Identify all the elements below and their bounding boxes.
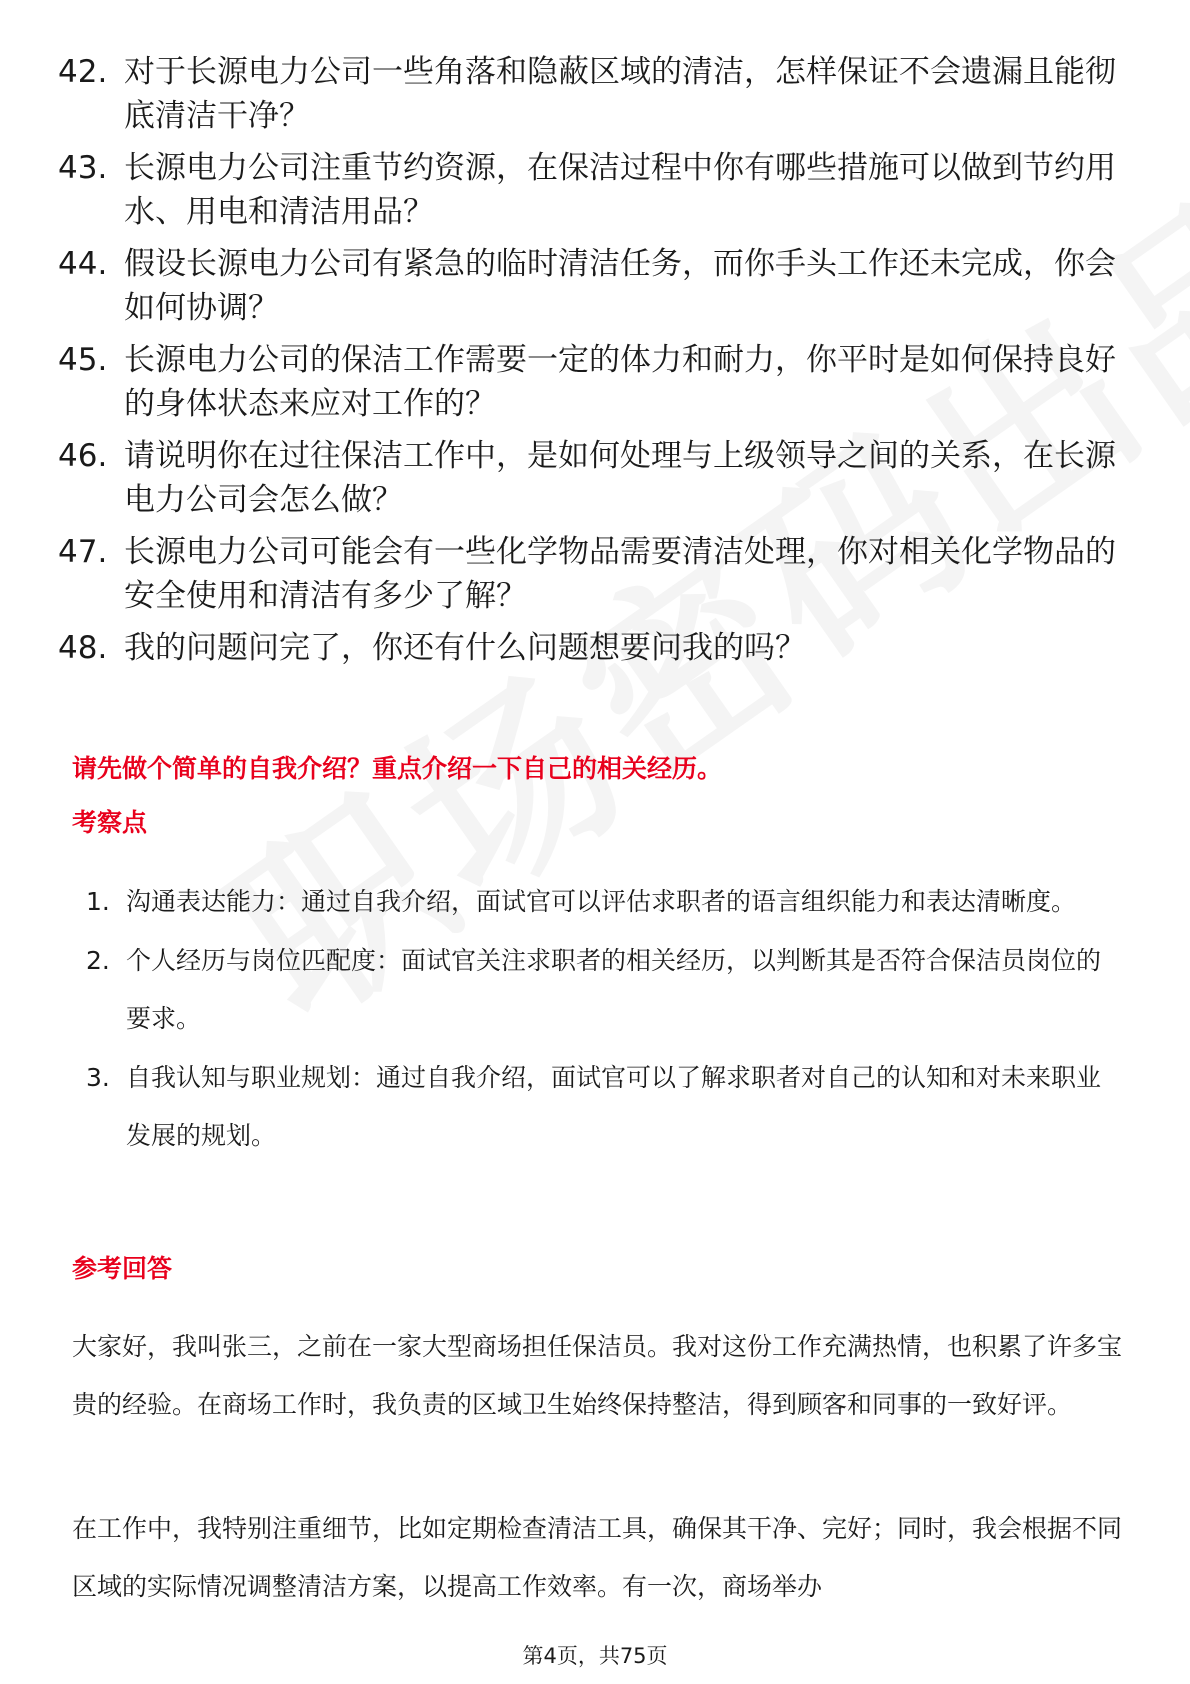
point-text: 个人经历与岗位匹配度：面试官关注求职者的相关经历，以判断其是否符合保洁员岗位的要求。 <box>126 946 1102 1033</box>
featured-question-heading: 请先做个简单的自我介绍？重点介绍一下自己的相关经历。 <box>72 754 723 783</box>
point-number: 3. <box>86 1063 110 1092</box>
question-item <box>58 626 1128 670</box>
answer-paragraph: 在工作中，我特别注重细节，比如定期检查清洁工具，确保其干净、完好；同时，我会根据不同区域的实际情况调整清洁方案，以提高工作效率。有一次，商场举办 <box>72 1514 1123 1601</box>
question-text: 长源电力公司可能会有一些化学物品需要清洁处理，你对相关化学物品的安全使用和清洁有多少了解？ <box>124 534 1116 614</box>
page-footer: 第4页，共75页 <box>522 1644 668 1668</box>
question-number: 48. <box>58 630 108 666</box>
question-number: 46. <box>58 438 108 474</box>
question-number: 44. <box>58 246 108 282</box>
question-list <box>58 50 1128 678</box>
point-number: 1. <box>86 887 110 916</box>
point-text: 自我认知与职业规划：通过自我介绍，面试官可以了解求职者对自己的认知和对未来职业发展的规划。 <box>126 1063 1102 1150</box>
question-item <box>58 50 1128 138</box>
point-item <box>72 1049 1122 1165</box>
point-number: 2. <box>86 946 110 975</box>
question-text: 长源电力公司的保洁工作需要一定的体力和耐力，你平时是如何保持良好的身体状态来应对工作的？ <box>124 342 1116 422</box>
question-number: 47. <box>58 534 108 570</box>
question-item <box>58 338 1128 426</box>
question-number: 45. <box>58 342 108 378</box>
point-text: 沟通表达能力：通过自我介绍，面试官可以评估求职者的语言组织能力和表达清晰度。 <box>126 887 1077 916</box>
section-title-answer: 参考回答 <box>72 1254 173 1283</box>
question-item <box>58 242 1128 330</box>
question-text: 对于长源电力公司一些角落和隐蔽区域的清洁，怎样保证不会遗漏且能彻底清洁干净？ <box>124 54 1116 134</box>
question-item <box>58 434 1128 522</box>
section-title-points: 考察点 <box>72 808 148 837</box>
question-text: 请说明你在过往保洁工作中，是如何处理与上级领导之间的关系，在长源电力公司会怎么做？ <box>124 438 1116 518</box>
point-item <box>72 932 1122 1048</box>
question-text: 长源电力公司注重节约资源，在保洁过程中你有哪些措施可以做到节约用水、用电和清洁用品？ <box>124 150 1116 230</box>
point-item <box>72 873 1122 931</box>
points-list <box>72 873 1122 1166</box>
question-number: 43. <box>58 150 108 186</box>
answer-paragraph: 大家好，我叫张三，之前在一家大型商场担任保洁员。我对这份工作充满热情，也积累了许多宝贵的经验。在商场工作时，我负责的区域卫生始终保持整洁，得到顾客和同事的一致好评。 <box>72 1332 1123 1419</box>
question-text: 假设长源电力公司有紧急的临时清洁任务，而你手头工作还未完成，你会如何协调？ <box>124 246 1116 326</box>
question-item <box>58 146 1128 234</box>
question-text: 我的问题问完了，你还有什么问题想要问我的吗？ <box>124 630 806 666</box>
question-item <box>58 530 1128 618</box>
question-number: 42. <box>58 54 108 90</box>
